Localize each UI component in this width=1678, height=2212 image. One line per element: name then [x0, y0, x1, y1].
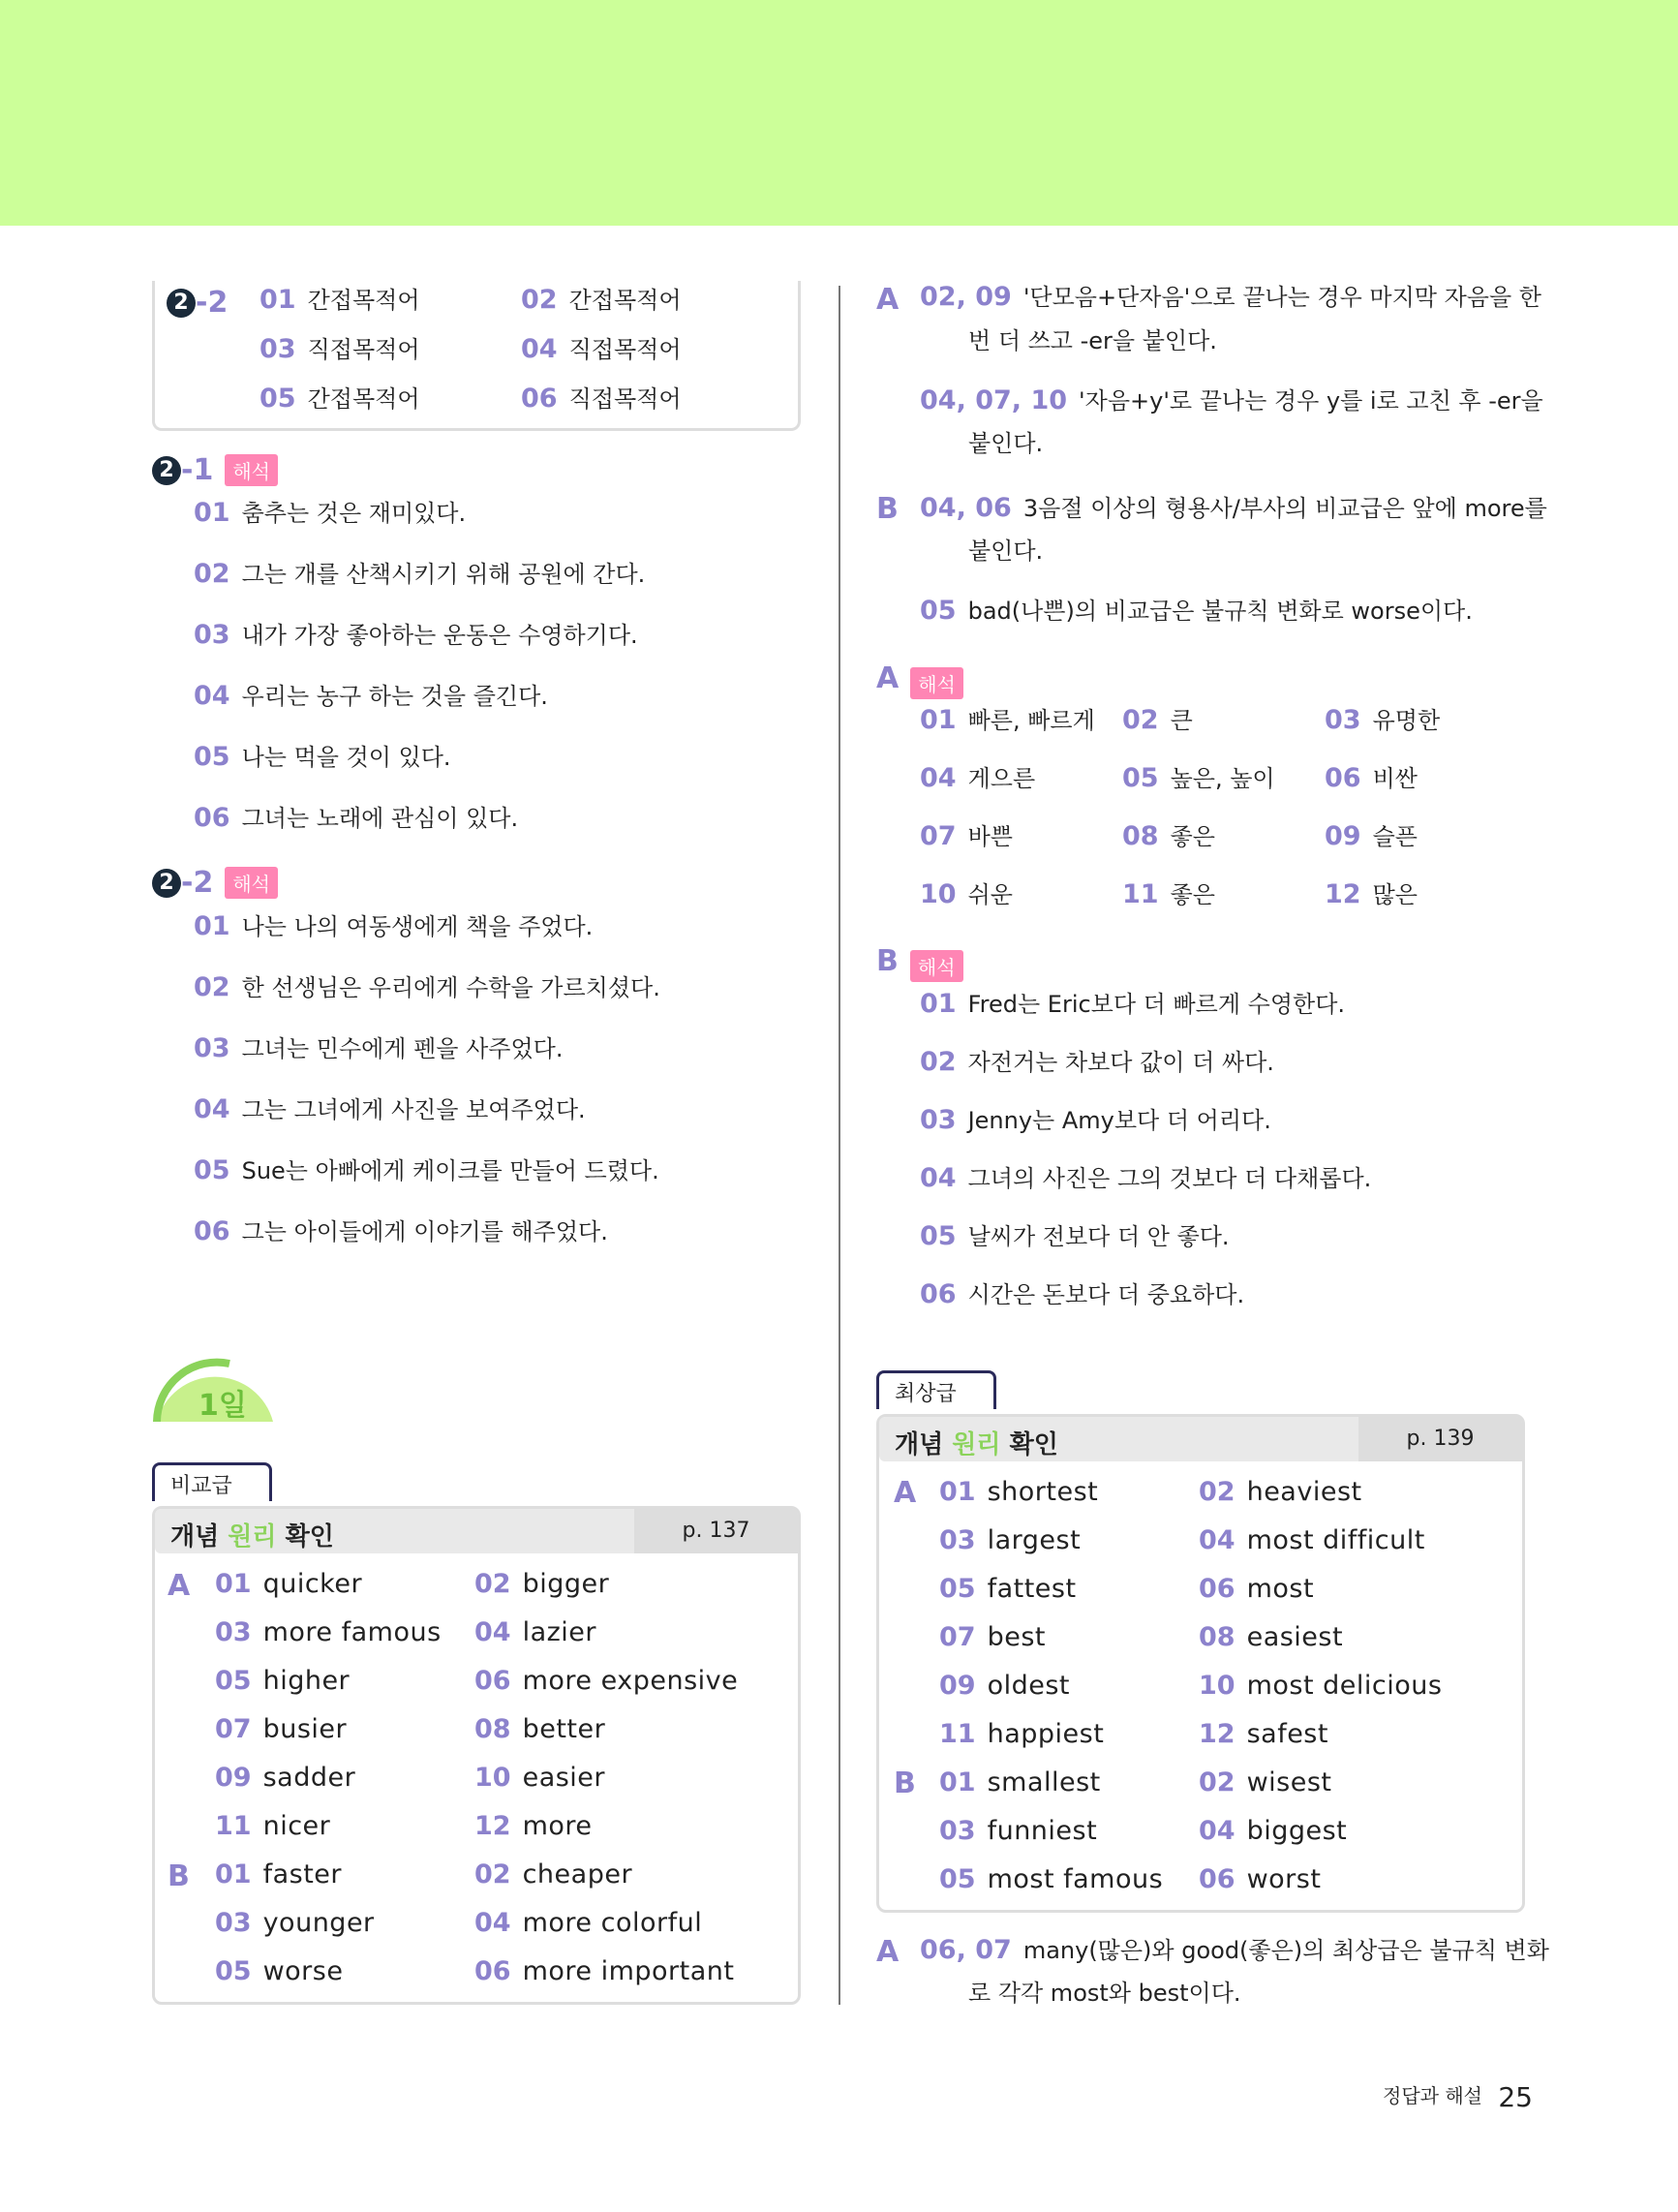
item-text: 나는 먹을 것이 있다.: [241, 744, 451, 771]
answer-item: [215, 1568, 362, 1601]
item-text: 우리는 농구 하는 것을 즐긴다.: [241, 683, 548, 710]
item-number: 07: [920, 821, 957, 851]
item-text: smallest: [987, 1767, 1101, 1797]
item-number: 11: [1122, 879, 1159, 909]
item-text: 바쁜: [967, 823, 1013, 850]
item-number: 01: [939, 1767, 976, 1797]
item-number: 04: [1199, 1525, 1236, 1555]
item-text: 직접목적어: [568, 336, 682, 363]
item-number: 04: [920, 1163, 957, 1193]
section-2-2-heading: [152, 866, 278, 900]
item-text: safest: [1246, 1719, 1328, 1749]
item-text: Fred는 Eric보다 더 빠르게 수영한다.: [967, 991, 1346, 1018]
item-text: quicker: [262, 1569, 363, 1599]
item-text: 많은: [1372, 881, 1418, 908]
answer-item: [1199, 1621, 1343, 1654]
translation-a-letter: A: [876, 661, 900, 695]
item-text: nicer: [262, 1811, 331, 1841]
translation-label: 해석: [910, 667, 963, 699]
translation-item: [920, 704, 1095, 737]
answer-item: [939, 1573, 1077, 1606]
item-number: 04: [1199, 1816, 1236, 1846]
page-number: 25: [1498, 2081, 1533, 2113]
item-text: 빠른, 빠르게: [967, 707, 1095, 734]
translation-item: [920, 1046, 1274, 1079]
item-text: most delicious: [1246, 1671, 1443, 1701]
answer-item: [1199, 1863, 1321, 1896]
answer-item: [215, 1810, 330, 1843]
item-number: 02: [1122, 705, 1159, 735]
answer-item: [1199, 1767, 1332, 1799]
answer-item: [215, 1665, 350, 1698]
translation-item: [194, 680, 548, 713]
expl-b-para-1: [920, 492, 1547, 525]
item-text: 한 선생님은 우리에게 수학을 가르치셨다.: [241, 974, 660, 1001]
answer-item: [939, 1524, 1081, 1557]
section-2-1-heading: [152, 453, 278, 487]
answer-item: [474, 1907, 702, 1940]
item-number: 11: [939, 1719, 976, 1749]
item-text: 내가 가장 좋아하는 운동은 수영하기다.: [241, 622, 638, 649]
item-text: 게으른: [967, 765, 1036, 792]
translation-item: [194, 1215, 608, 1248]
badge-dash: -2: [181, 866, 214, 900]
answer-item: [1199, 1718, 1328, 1751]
expl-a-para-2: [920, 384, 1543, 417]
item-number: 05: [215, 1956, 252, 1986]
page-reference: p. 137: [634, 1509, 798, 1553]
item-text: more famous: [262, 1617, 442, 1647]
answer-item: [215, 1907, 375, 1940]
item-text: wisest: [1246, 1767, 1332, 1797]
item-number: 03: [194, 1033, 230, 1063]
section-badge: [167, 286, 228, 320]
answer-item: [1199, 1573, 1314, 1606]
column-divider: [839, 286, 840, 2005]
item-number: 03: [215, 1908, 252, 1938]
item-text: heaviest: [1246, 1477, 1362, 1507]
expl-text: 3음절 이상의 형용사/부사의 비교급은 앞에 more를: [1022, 495, 1547, 522]
item-text: 날씨가 전보다 더 안 좋다.: [967, 1223, 1230, 1250]
translation-item: [920, 820, 1013, 853]
item-text: easiest: [1246, 1622, 1344, 1652]
item-number: 06: [194, 1216, 230, 1246]
superlative-header: [879, 1417, 1363, 1461]
item-text: cheaper: [522, 1859, 633, 1889]
item-text: more expensive: [522, 1666, 739, 1696]
answer-item: [1199, 1476, 1362, 1509]
answer-item: [939, 1476, 1098, 1509]
part-a-letter: A: [168, 1569, 191, 1603]
badge-number: 2: [152, 456, 181, 485]
day-badge: [152, 1356, 278, 1423]
item-text: most famous: [987, 1864, 1164, 1894]
translation-b-heading: [876, 944, 963, 982]
item-number: 04: [194, 1094, 230, 1124]
item-number: 04: [474, 1617, 511, 1647]
item-text: better: [522, 1714, 606, 1744]
item-number: 02: [474, 1859, 511, 1889]
item-number: 04: [521, 334, 558, 364]
item-number: 06: [474, 1666, 511, 1696]
expl-a-para-1-cont: 번 더 쓰고 -er을 붙인다.: [968, 327, 1217, 354]
footer-label: 정답과 해설: [1383, 2084, 1482, 2107]
answer-item: [259, 284, 420, 317]
comparative-tab: 비교급: [152, 1462, 272, 1501]
item-number: 04: [920, 763, 957, 793]
item-numbers: 05: [920, 596, 957, 626]
item-number: 05: [259, 384, 296, 414]
item-number: 01: [215, 1569, 252, 1599]
item-text: more: [522, 1811, 593, 1841]
badge-number: 2: [152, 869, 181, 898]
header-highlight: 원리: [952, 1430, 1001, 1459]
item-text: 직접목적어: [568, 385, 682, 413]
item-text: shortest: [987, 1477, 1099, 1507]
item-number: 03: [920, 1105, 957, 1135]
item-number: 07: [939, 1622, 976, 1652]
answer-item: [259, 333, 420, 366]
translation-item: [920, 1104, 1271, 1137]
item-text: happiest: [987, 1719, 1105, 1749]
part-b-letter: B: [894, 1767, 916, 1800]
superlative-tab: 최상급: [876, 1370, 996, 1409]
box-2-2-answers: [152, 281, 801, 431]
item-number: 08: [474, 1714, 511, 1744]
item-text: lazier: [522, 1617, 597, 1647]
answer-item: [474, 1665, 738, 1698]
page-reference: p. 139: [1358, 1417, 1522, 1461]
item-text: 그는 개를 산책시키기 위해 공원에 간다.: [241, 561, 646, 588]
translation-item: [920, 878, 1013, 911]
translation-item: [1325, 762, 1418, 795]
item-text: easier: [522, 1763, 606, 1793]
translation-item: [194, 497, 466, 530]
translation-item: [920, 988, 1345, 1021]
item-text: 간접목적어: [307, 287, 420, 314]
translation-item: [1325, 704, 1440, 737]
answer-item: [474, 1713, 605, 1746]
item-text: Jenny는 Amy보다 더 어리다.: [967, 1107, 1271, 1134]
item-text: 높은, 높이: [1170, 765, 1275, 792]
item-number: 01: [939, 1477, 976, 1507]
item-text: 좋은: [1170, 823, 1215, 850]
item-text: more colorful: [522, 1908, 703, 1938]
answer-item: [215, 1616, 442, 1649]
expl-b-para-2: [920, 595, 1473, 628]
item-number: 05: [194, 1155, 230, 1185]
translation-item: [194, 1093, 586, 1126]
item-text: funniest: [987, 1816, 1098, 1846]
item-text: oldest: [987, 1671, 1071, 1701]
item-number: 09: [215, 1763, 252, 1793]
expl-text: '단모음+단자음'으로 끝나는 경우 마지막 자음을 한: [1022, 284, 1541, 311]
item-number: 01: [259, 285, 296, 315]
translation-item: [194, 619, 638, 652]
expl-text: many(많은)와 good(좋은)의 최상급은 불규칙 변화: [1022, 1937, 1549, 1964]
day-label: 1일: [198, 1389, 247, 1423]
item-text: most difficult: [1246, 1525, 1425, 1555]
expl-b-para-1-cont: 붙인다.: [968, 538, 1044, 565]
part-b-letter: B: [168, 1859, 190, 1893]
answer-item: [521, 383, 682, 415]
item-number: 01: [215, 1859, 252, 1889]
item-number: 05: [920, 1221, 957, 1251]
translation-a-heading: [876, 661, 963, 699]
answer-item: [939, 1718, 1104, 1751]
item-number: 01: [194, 911, 230, 941]
answer-item: [474, 1568, 609, 1601]
item-text: 쉬운: [967, 881, 1013, 908]
item-text: 그녀는 민수에게 펜을 사주었다.: [241, 1035, 564, 1062]
item-text: younger: [262, 1908, 375, 1938]
header-prefix: 개념: [895, 1430, 953, 1459]
answer-item: [215, 1859, 342, 1891]
item-number: 06: [194, 803, 230, 833]
expl-text: '자음+y'로 끝나는 경우 y를 i로 고친 후 -er을: [1079, 387, 1543, 415]
item-number: 06: [474, 1956, 511, 1986]
item-number: 04: [194, 681, 230, 711]
answer-item: [215, 1955, 343, 1988]
item-number: 02: [474, 1569, 511, 1599]
answer-item: [521, 333, 682, 366]
translation-item: [920, 1220, 1230, 1253]
translation-item: [1325, 820, 1418, 853]
item-number: 05: [215, 1666, 252, 1696]
item-text: more important: [522, 1956, 735, 1986]
item-number: 08: [1122, 821, 1159, 851]
translation-item: [920, 762, 1035, 795]
final-expl-para: [920, 1934, 1549, 1967]
item-text: 시간은 돈보다 더 중요하다.: [967, 1281, 1245, 1308]
translation-label: 해석: [225, 454, 278, 486]
answer-item: [1199, 1670, 1442, 1703]
final-expl-letter: A: [876, 1935, 900, 1969]
answer-item: [521, 284, 682, 317]
item-number: 06: [1199, 1864, 1236, 1894]
answer-item: [215, 1713, 347, 1746]
translation-item: [194, 741, 451, 774]
answer-item: [939, 1767, 1101, 1799]
answer-item: [939, 1815, 1097, 1848]
answer-item: [1199, 1524, 1425, 1557]
item-number: 03: [215, 1617, 252, 1647]
item-number: 10: [920, 879, 957, 909]
item-text: 자전거는 차보다 값이 더 싸다.: [967, 1049, 1274, 1076]
item-text: bigger: [522, 1569, 610, 1599]
item-number: 05: [194, 742, 230, 772]
item-number: 06: [521, 384, 558, 414]
item-text: 나는 나의 여동생에게 책을 주었다.: [241, 913, 594, 940]
item-number: 02: [194, 559, 230, 589]
item-number: 12: [1325, 879, 1361, 909]
item-text: 큰: [1170, 707, 1193, 734]
final-expl-para-cont: 로 각각 most와 best이다.: [968, 1980, 1241, 2007]
item-text: 그녀는 노래에 관심이 있다.: [241, 805, 519, 832]
answer-item: [939, 1621, 1046, 1654]
item-number: 03: [259, 334, 296, 364]
translation-item: [1122, 878, 1215, 911]
translation-item: [920, 1162, 1371, 1195]
item-number: 11: [215, 1811, 252, 1841]
item-text: Sue는 아빠에게 케이크를 만들어 드렸다.: [241, 1157, 659, 1184]
answer-item: [939, 1863, 1163, 1896]
item-number: 06: [1199, 1574, 1236, 1604]
translation-item: [1122, 820, 1215, 853]
header-highlight: 원리: [228, 1522, 277, 1551]
translation-item: [1122, 762, 1275, 795]
item-number: 09: [1325, 821, 1361, 851]
item-text: 춤추는 것은 재미있다.: [241, 500, 467, 527]
item-number: 12: [474, 1811, 511, 1841]
item-number: 06: [1325, 763, 1361, 793]
badge-dash: -1: [181, 453, 214, 487]
translation-item: [194, 1032, 564, 1065]
item-number: 02: [1199, 1767, 1236, 1797]
item-number: 03: [1325, 705, 1361, 735]
expl-a-para-1: [920, 281, 1541, 314]
answer-item: [474, 1762, 605, 1795]
item-number: 09: [939, 1671, 976, 1701]
item-text: best: [987, 1622, 1046, 1652]
item-number: 03: [939, 1816, 976, 1846]
item-text: worse: [262, 1956, 344, 1986]
item-number: 05: [939, 1864, 976, 1894]
footer: [1383, 2080, 1533, 2113]
translation-label: 해석: [225, 867, 278, 899]
header-suffix: 확인: [276, 1522, 334, 1551]
answer-item: [259, 383, 420, 415]
item-text: 그녀의 사진은 그의 것보다 더 다채롭다.: [967, 1165, 1372, 1192]
item-text: 그는 그녀에게 사진을 보여주었다.: [241, 1096, 586, 1123]
item-text: worst: [1246, 1864, 1322, 1894]
answer-item: [939, 1670, 1070, 1703]
badge-number: 2: [167, 289, 196, 318]
header-suffix: 확인: [1000, 1430, 1058, 1459]
item-text: busier: [262, 1714, 348, 1744]
item-text: most: [1246, 1574, 1315, 1604]
item-text: 간접목적어: [307, 385, 420, 413]
item-number: 02: [521, 285, 558, 315]
translation-b-letter: B: [876, 944, 899, 978]
item-text: 직접목적어: [307, 336, 420, 363]
item-number: 05: [1122, 763, 1159, 793]
item-number: 01: [194, 498, 230, 528]
item-number: 07: [215, 1714, 252, 1744]
item-number: 10: [1199, 1671, 1236, 1701]
translation-item: [194, 1154, 659, 1187]
item-number: 10: [474, 1763, 511, 1793]
translation-item: [194, 971, 660, 1004]
translation-label: 해석: [910, 950, 963, 982]
item-number: 12: [1199, 1719, 1236, 1749]
item-numbers: 04, 06: [920, 493, 1012, 523]
item-text: 간접목적어: [568, 287, 682, 314]
translation-item: [194, 910, 593, 943]
item-text: sadder: [262, 1763, 356, 1793]
item-numbers: 06, 07: [920, 1935, 1012, 1965]
header-prefix: 개념: [170, 1522, 229, 1551]
item-text: fattest: [987, 1574, 1077, 1604]
item-text: faster: [262, 1859, 342, 1889]
answer-item: [474, 1810, 593, 1843]
answer-item: [215, 1762, 355, 1795]
top-color-band: [0, 0, 1678, 226]
item-text: 슬픈: [1372, 823, 1418, 850]
item-text: biggest: [1246, 1816, 1348, 1846]
item-text: largest: [987, 1525, 1082, 1555]
item-text: higher: [262, 1666, 351, 1696]
answer-item: [474, 1859, 632, 1891]
comparative-header: [155, 1509, 639, 1553]
badge-dash: -2: [196, 286, 229, 320]
item-number: 02: [920, 1047, 957, 1077]
item-number: 04: [474, 1908, 511, 1938]
item-text: 비싼: [1372, 765, 1418, 792]
item-number: 03: [939, 1525, 976, 1555]
answer-item: [474, 1955, 735, 1988]
item-text: 좋은: [1170, 881, 1215, 908]
translation-item: [194, 558, 645, 591]
expl-text: bad(나쁜)의 비교급은 불규칙 변화로 worse이다.: [967, 598, 1473, 625]
item-number: 02: [1199, 1477, 1236, 1507]
part-a-letter: A: [894, 1476, 917, 1510]
expl-a-letter: A: [876, 283, 900, 317]
translation-item: [1122, 704, 1193, 737]
answer-item: [1199, 1815, 1347, 1848]
translation-item: [920, 1278, 1244, 1311]
expl-b-letter: B: [876, 492, 899, 526]
item-number: 02: [194, 972, 230, 1002]
item-number: 01: [920, 705, 957, 735]
item-text: 유명한: [1372, 707, 1441, 734]
answer-item: [474, 1616, 596, 1649]
item-numbers: 04, 07, 10: [920, 385, 1068, 415]
item-number: 01: [920, 989, 957, 1019]
item-text: 그는 아이들에게 이야기를 해주었다.: [241, 1218, 608, 1245]
item-number: 08: [1199, 1622, 1236, 1652]
item-numbers: 02, 09: [920, 282, 1012, 312]
item-number: 03: [194, 620, 230, 650]
item-number: 06: [920, 1279, 957, 1309]
translation-item: [1325, 878, 1418, 911]
item-number: 05: [939, 1574, 976, 1604]
expl-a-para-2-cont: 붙인다.: [968, 430, 1044, 457]
translation-item: [194, 802, 518, 835]
